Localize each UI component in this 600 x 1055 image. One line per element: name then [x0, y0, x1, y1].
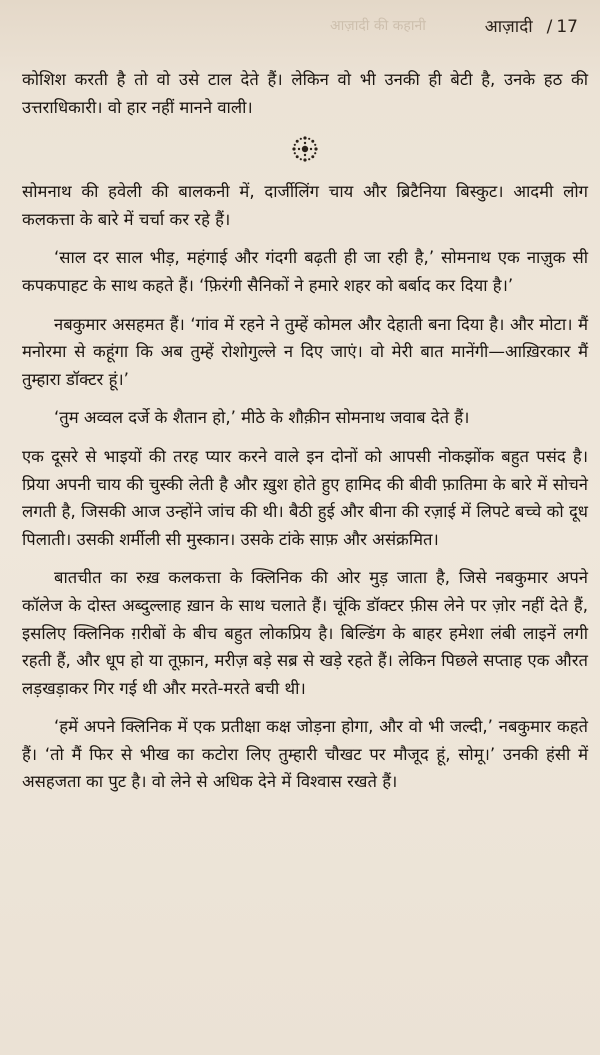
paragraph-7: बातचीत का रुख़ कलकत्ता के क्लिनिक की ओर मुड़ जाता है, जिसे नबकुमार अपने कॉलेज के दोस्त अब्दुल्लाह ख़ान के साथ चलाते हैं। चूंकि डॉक्टर फ़ीस लेने पर ज़ोर नहीं देते हैं, इसलिए क्लिनिक ग़रीबों के बीच बहुत लोकप्रिय है। बिल्डिंग के बाहर हमेशा लंबी लाइनें लगी रहती हैं, और धूप हो या तूफ़ान, मरीज़ बड़े सब्र से खड़े रहते हैं। लेकिन पिछले सप्ताह एक औरत लड़खड़ाकर गिर गई थी और मरते-मरते बची थी। [22, 568, 588, 698]
page-body [22, 66, 588, 807]
page-number: 17 [556, 17, 578, 37]
chapter-title: आज़ादी [484, 17, 533, 37]
paragraph-2: सोमनाथ की हवेली की बालकनी में, दार्जीलिंग चाय और ब्रिटैनिया बिस्कुट। आदमी लोग कलकत्ता के बारे में चर्चा कर रहे हैं। [22, 182, 588, 229]
running-header [485, 14, 578, 37]
paragraph-1: कोशिश करती है तो वो उसे टाल देते हैं। लेकिन वो भी उनकी ही बेटी है, उनके हठ की उत्तराधिकारी। वो हार नहीं मानने वाली। [22, 70, 588, 117]
faded-bleed-text: आज़ादी की कहानी [330, 18, 426, 34]
paragraph-6: एक दूसरे से भाइयों की तरह प्यार करने वाले इन दोनों को आपसी नोकझोंक बहुत पसंद है। प्रिया अपनी चाय की चुस्की लेती है और ख़ुश होते हुए हामिद की बीवी फ़ातिमा के बारे में सोचने लगती है, जिसकी आज उन्होंने जांच की थी। बैठी हुई और बीना की रज़ाई में लिपटे बच्चे को दूध पिलाती। उसकी शर्मीली सी मुस्कान। उसके टांके साफ़ और असंक्रमित। [22, 446, 588, 549]
sunburst-ornament-icon [288, 132, 322, 166]
paragraph-8: ‘हमें अपने क्लिनिक में एक प्रतीक्षा कक्ष जोड़ना होगा, और वो भी जल्दी,’ नबकुमार कहते हैं। ‘तो मैं फिर से भीख का कटोरा लिए तुम्हारी चौखट पर मौजूद हूं, सोमू।’ उनकी हंसी में असहजता का पुट है। वो लेने से अधिक देने में विश्वास रखते हैं। [22, 717, 588, 792]
header-separator: / [546, 17, 553, 37]
paragraph-5: ‘तुम अव्वल दर्जे के शैतान हो,’ मीठे के शौक़ीन सोमनाथ जवाब देते हैं। [54, 408, 470, 428]
paragraph-3: ‘साल दर साल भीड़, महंगाई और गंदगी बढ़ती ही जा रही है,’ सोमनाथ एक नाज़ुक सी कपकपाहट के साथ कहते हैं। ‘फ़िरंगी सैनिकों ने हमारे शहर को बर्बाद कर दिया है।’ [22, 248, 588, 295]
paragraph-4: नबकुमार असहमत हैं। ‘गांव में रहने ने तुम्हें कोमल और देहाती बना दिया है। और मोटा। मैं मनोरमा से कहूंगा कि अब तुम्हें रोशोगुल्ले न दिए जाएं। वो मेरी बात मानेंगी—आख़िरकार मैं तुम्हारा डॉक्टर हूं।’ [22, 314, 588, 389]
